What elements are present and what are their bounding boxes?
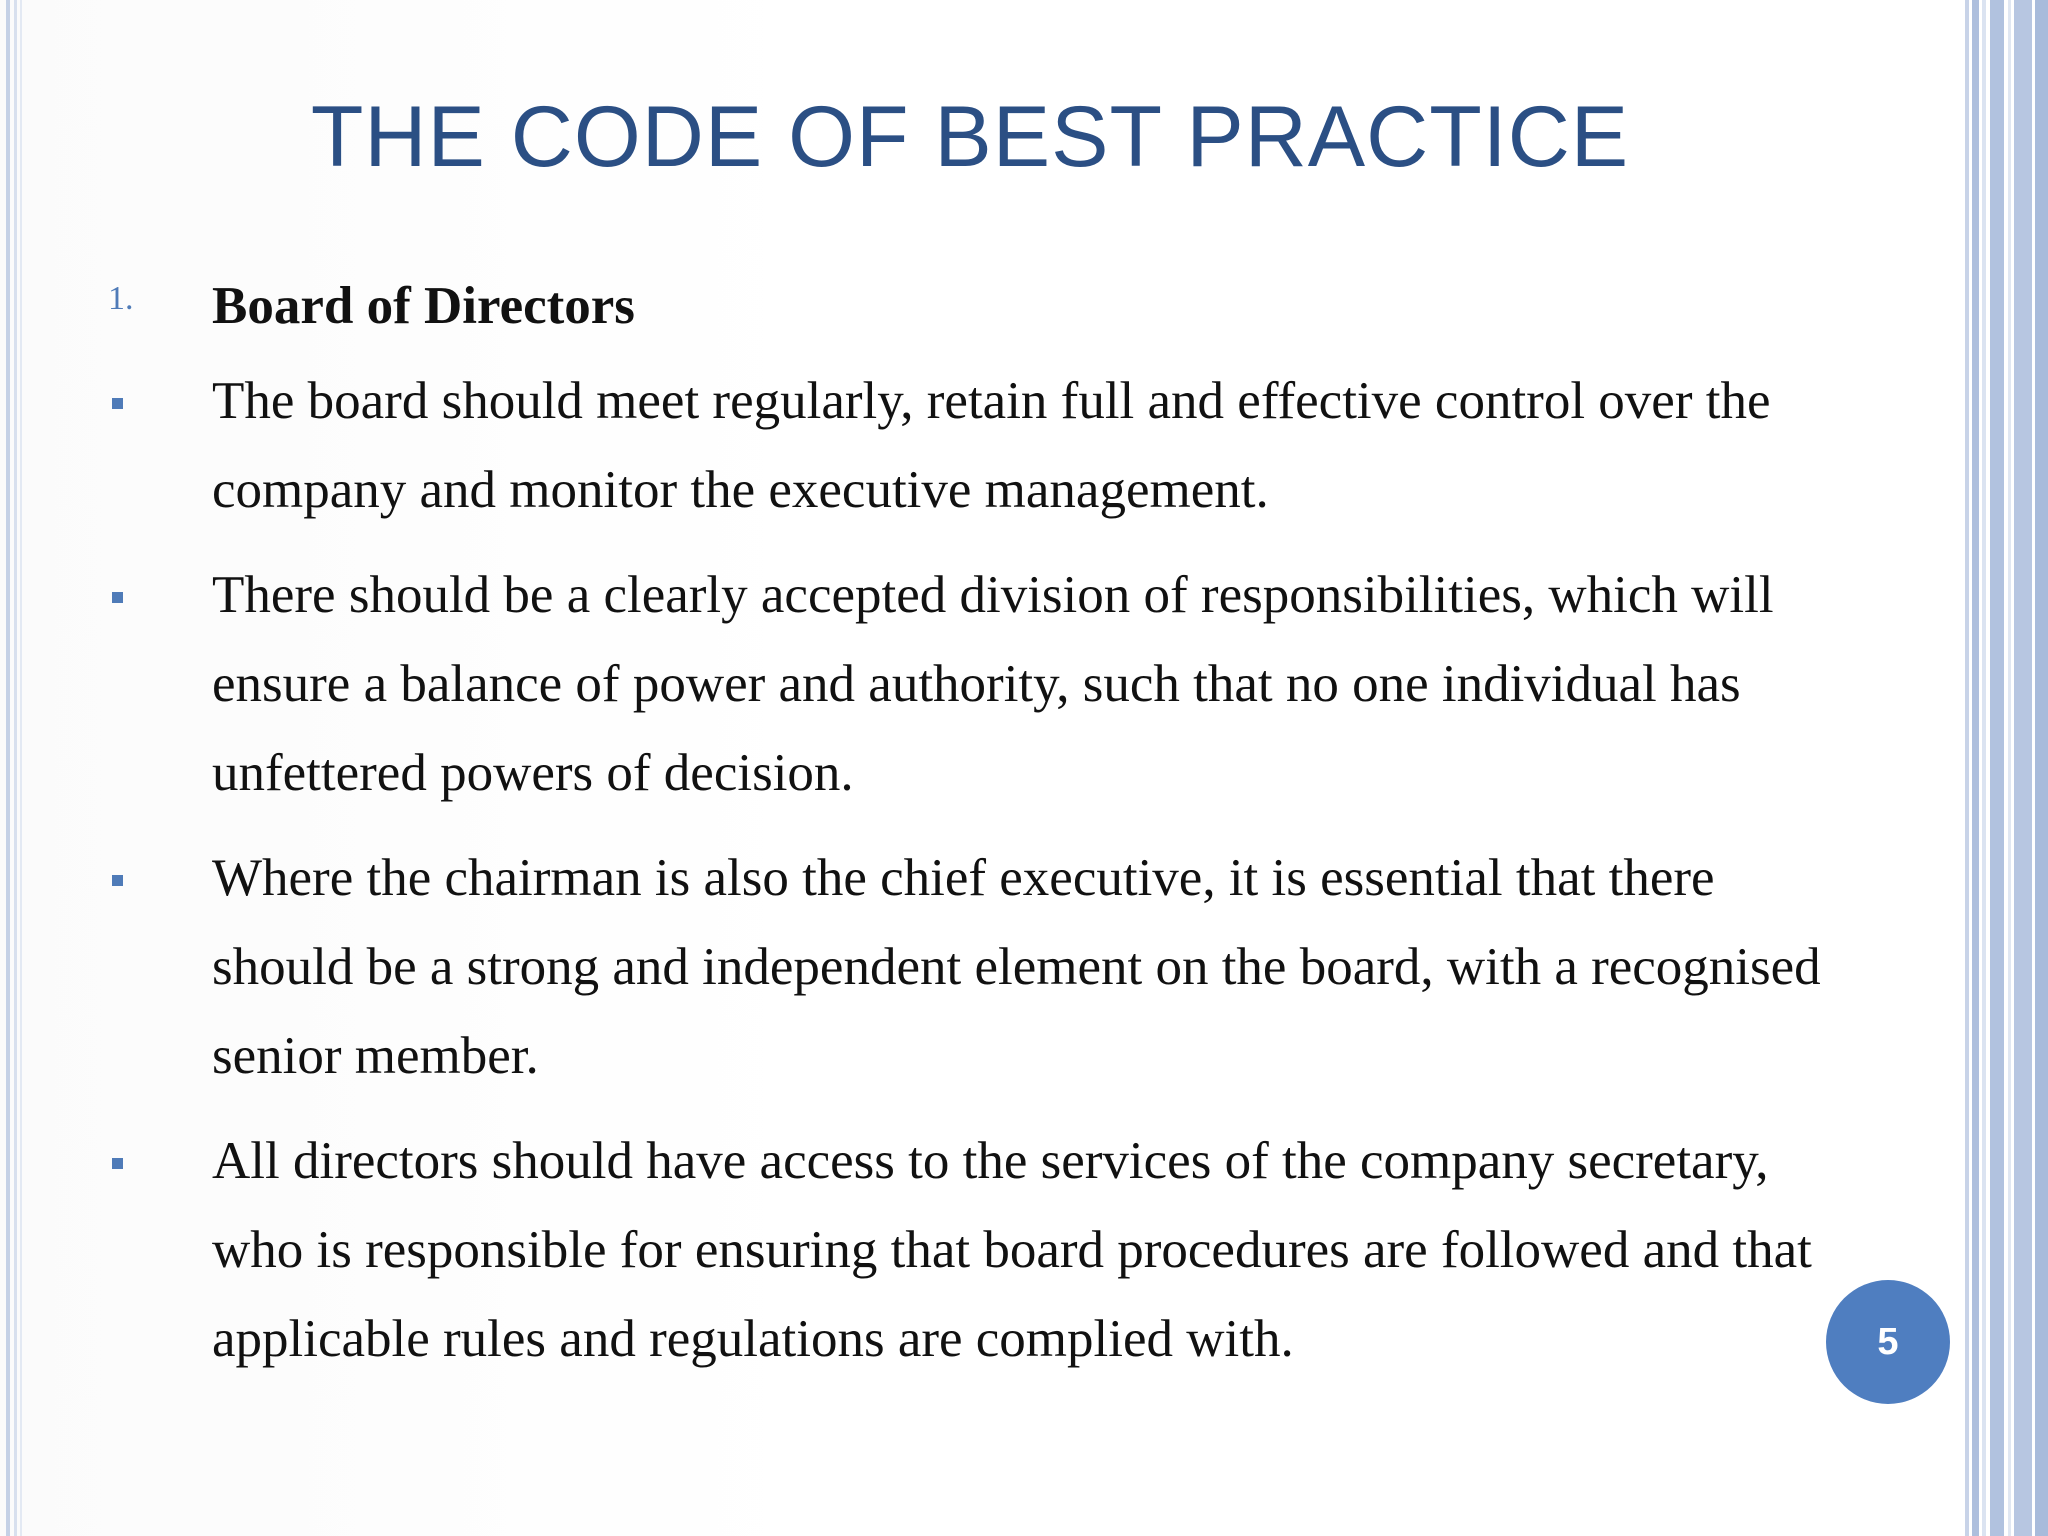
square-bullet-icon	[112, 398, 123, 409]
bullet-text: There should be a clearly accepted division of responsibilities, which will ensure a balance of power and authority, such that no one individual has unfettered powers of decision.	[212, 566, 1774, 802]
list-heading: Board of Directors	[212, 277, 635, 335]
page-number-badge: 5	[1826, 1280, 1950, 1404]
bullet-text: All directors should have access to the services of the company secretary, who is responsible for ensuring that board procedures are followed and that applicable rules and regulations are complied with.	[212, 1132, 1812, 1368]
left-border-decoration	[0, 0, 26, 1536]
square-bullet-icon	[112, 875, 123, 886]
square-bullet-icon	[112, 1158, 123, 1169]
bullet-text: Where the chairman is also the chief executive, it is essential that there should be a strong and independent element on the board, with a recognised senior member.	[212, 849, 1821, 1085]
list-number: 1.	[108, 280, 134, 317]
bullet-text: The board should meet regularly, retain full and effective control over the company and monitor the executive management.	[212, 372, 1771, 519]
square-bullet-icon	[112, 592, 123, 603]
right-stripe-decoration	[1965, 0, 2048, 1536]
slide-title: THE CODE OF BEST PRACTICE	[310, 89, 1630, 185]
